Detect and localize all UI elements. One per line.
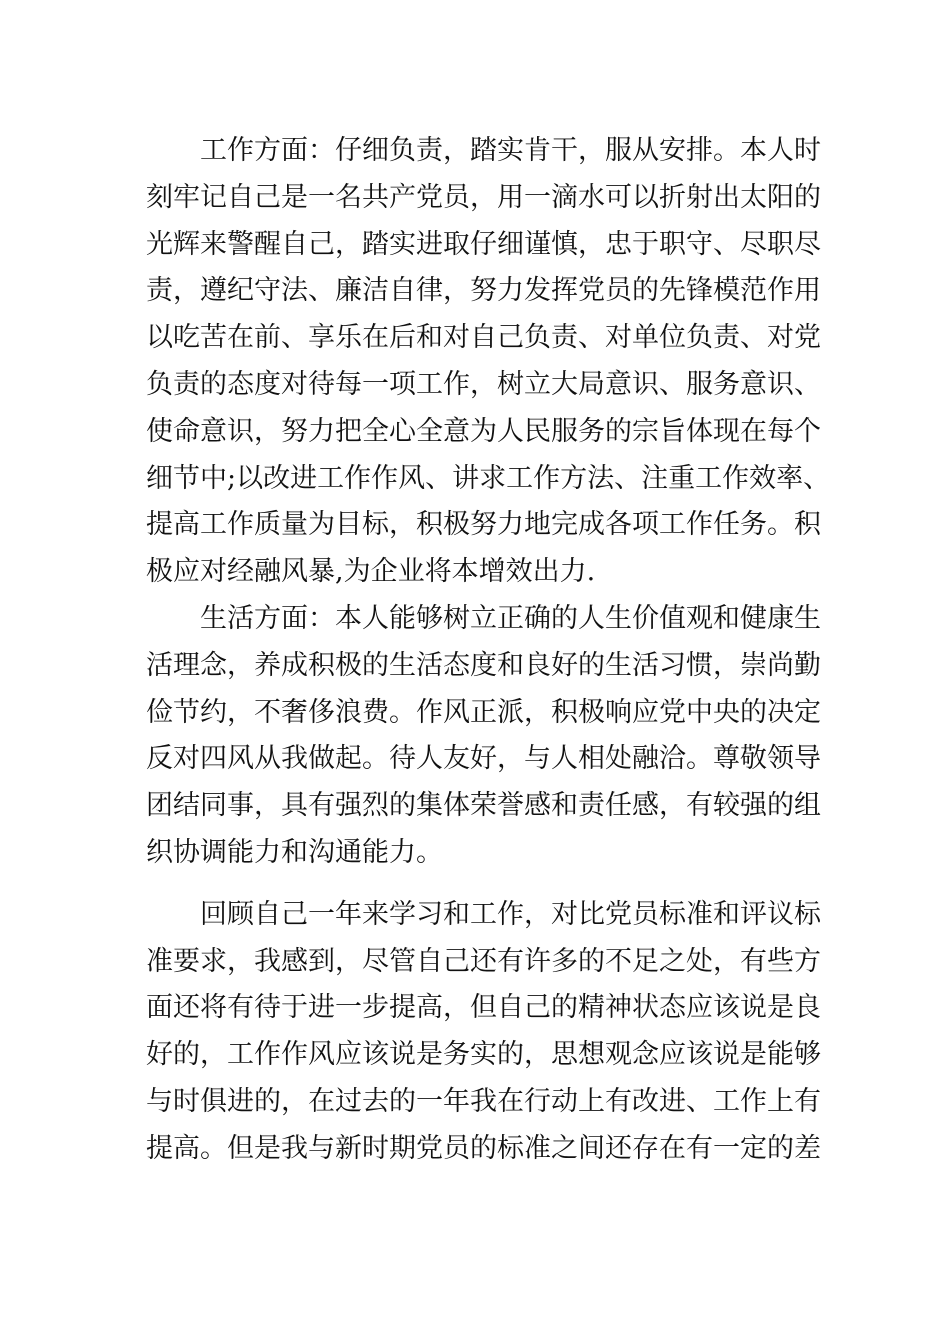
paragraph-line: 好的，工作作风应该说是务实的，思想观念应该说是能够: [146, 1039, 821, 1071]
document-body: [146, 128, 831, 1173]
paragraph-line: 生活方面：本人能够树立正确的人生价值观和健康生: [200, 602, 821, 634]
paragraph-line: 光辉来警醒自己，踏实进取仔细谨慎，忠于职守、尽职尽: [146, 228, 821, 260]
paragraph-spacing: [146, 877, 810, 892]
paragraph-work: [146, 128, 831, 596]
paragraph-line: 以吃苦在前、享乐在后和对自己负责、对单位负责、对党: [146, 322, 821, 354]
paragraph-line: 活理念，养成积极的生活态度和良好的生活习惯，崇尚勤: [146, 649, 821, 681]
paragraph-line: 俭节约，不奢侈浪费。作风正派，积极响应党中央的决定: [146, 696, 821, 728]
paragraph-line: 织协调能力和沟通能力。: [146, 836, 443, 868]
paragraph-line: 细节中;以改进工作作风、讲求工作方法、注重工作效率、: [146, 462, 831, 494]
paragraph-line: 工作方面：仔细负责，踏实肯干，服从安排。本人时: [200, 135, 821, 166]
paragraph-line: 负责的态度对待每一项工作，树立大局意识、服务意识、: [146, 368, 821, 400]
paragraph-line: 提高工作质量为目标，积极努力地完成各项工作任务。积: [146, 509, 821, 541]
paragraph-line: 责，遵纪守法、廉洁自律，努力发挥党员的先锋模范作用: [146, 275, 821, 307]
paragraph-line: 回顾自己一年来学习和工作，对比党员标准和评议标: [200, 898, 821, 930]
paragraph-line: 与时俱进的，在过去的一年我在行动上有改进、工作上有: [146, 1085, 821, 1117]
paragraph-line: 极应对经融风暴,为企业将本增效出力.: [146, 556, 596, 588]
paragraph-review: [146, 892, 821, 1173]
paragraph-line: 准要求，我感到，尽管自己还有许多的不足之处，有些方: [146, 945, 821, 977]
paragraph-line: 使命意识，努力把全心全意为人民服务的宗旨体现在每个: [146, 415, 821, 447]
paragraph-line: 提高。但是我与新时期党员的标准之间还存在有一定的差: [146, 1132, 821, 1164]
paragraph-line: 面还将有待于进一步提高，但自己的精神状态应该说是良: [146, 992, 821, 1024]
paragraph-life: [146, 596, 821, 877]
paragraph-line: 团结同事，具有强烈的集体荣誉感和责任感，有较强的组: [146, 790, 821, 822]
paragraph-line: 反对四风从我做起。待人友好，与人相处融洽。尊敬领导: [146, 743, 821, 775]
paragraph-line: 刻牢记自己是一名共产党员，用一滴水可以折射出太阳的: [146, 181, 821, 213]
